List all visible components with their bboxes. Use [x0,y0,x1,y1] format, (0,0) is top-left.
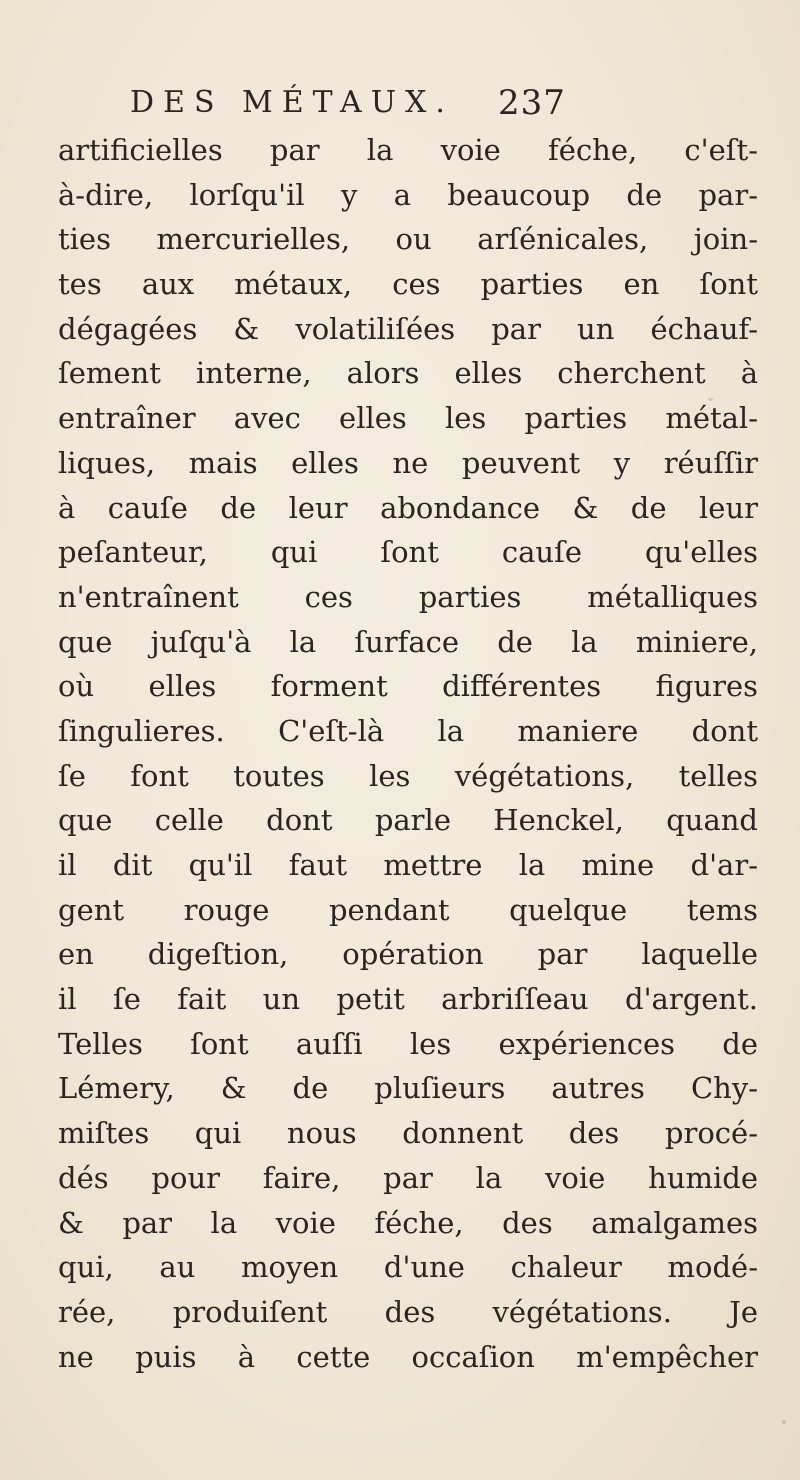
running-head [0,78,800,128]
text-line: qui, au moyen d'une chaleur modé- [58,1250,758,1285]
text-line: que juſqu'à la ſurface de la miniere, [58,624,758,659]
text-line: à cauſe de leur abondance & de leur [58,490,758,525]
paper-speck [690,1350,693,1353]
text-line: Telles ſont auſſi les expériences de [58,1026,758,1061]
text-line: dégagées & volatiliſées par un échauf- [58,311,758,346]
body-text [58,128,758,1379]
text-line: où elles forment différentes figures [58,669,758,704]
text-line: Lémery, & de pluſieurs autres Chy- [58,1071,758,1106]
text-line: ties mercurielles, ou arſénicales, join- [58,222,758,257]
text-line: miſtes qui nous donnent des procé- [58,1116,758,1151]
text-line: il ſe fait un petit arbriſſeau d'argent. [58,982,758,1017]
text-line: dés pour faire, par la voie humide [58,1160,758,1195]
text-line: rée, produiſent des végétations. Je [58,1294,758,1329]
paper-speck [708,398,713,401]
text-line: gent rouge pendant quelque tems [58,892,758,927]
running-head-title: DES MÉTAUX. [130,85,454,120]
text-line: ſement interne, alors elles cherchent à [58,356,758,391]
text-line: il dit qu'il faut mettre la mine d'ar- [58,848,758,882]
text-line: ne puis à cette occaſion m'empêcher [58,1339,758,1374]
text-line: tes aux métaux, ces parties en ſont [58,267,758,302]
page-number: 237 [498,83,566,123]
text-line: à-dire, lorſqu'il y a beaucoup de par- [58,177,758,212]
text-line: en digeſtion, opération par laquelle [58,937,758,972]
text-line: que celle dont parle Henckel, quand [58,803,758,838]
text-line: n'entraînent ces parties métalliques [58,579,758,614]
text-line: peſanteur, qui ſont cauſe qu'elles [58,535,758,570]
text-line: entraîner avec elles les parties métal- [58,401,758,436]
text-line: ſingulieres. C'eſt-là la maniere dont [58,713,758,748]
text-line: liques, mais elles ne peuvent y réuſſir [58,445,758,480]
text-line: artificielles par la voie féche, c'eſt- [58,133,758,167]
paper-speck [782,1420,786,1424]
text-line: & par la voie féche, des amalgames [58,1205,758,1240]
text-line: ſe font toutes les végétations, telles [58,758,758,793]
